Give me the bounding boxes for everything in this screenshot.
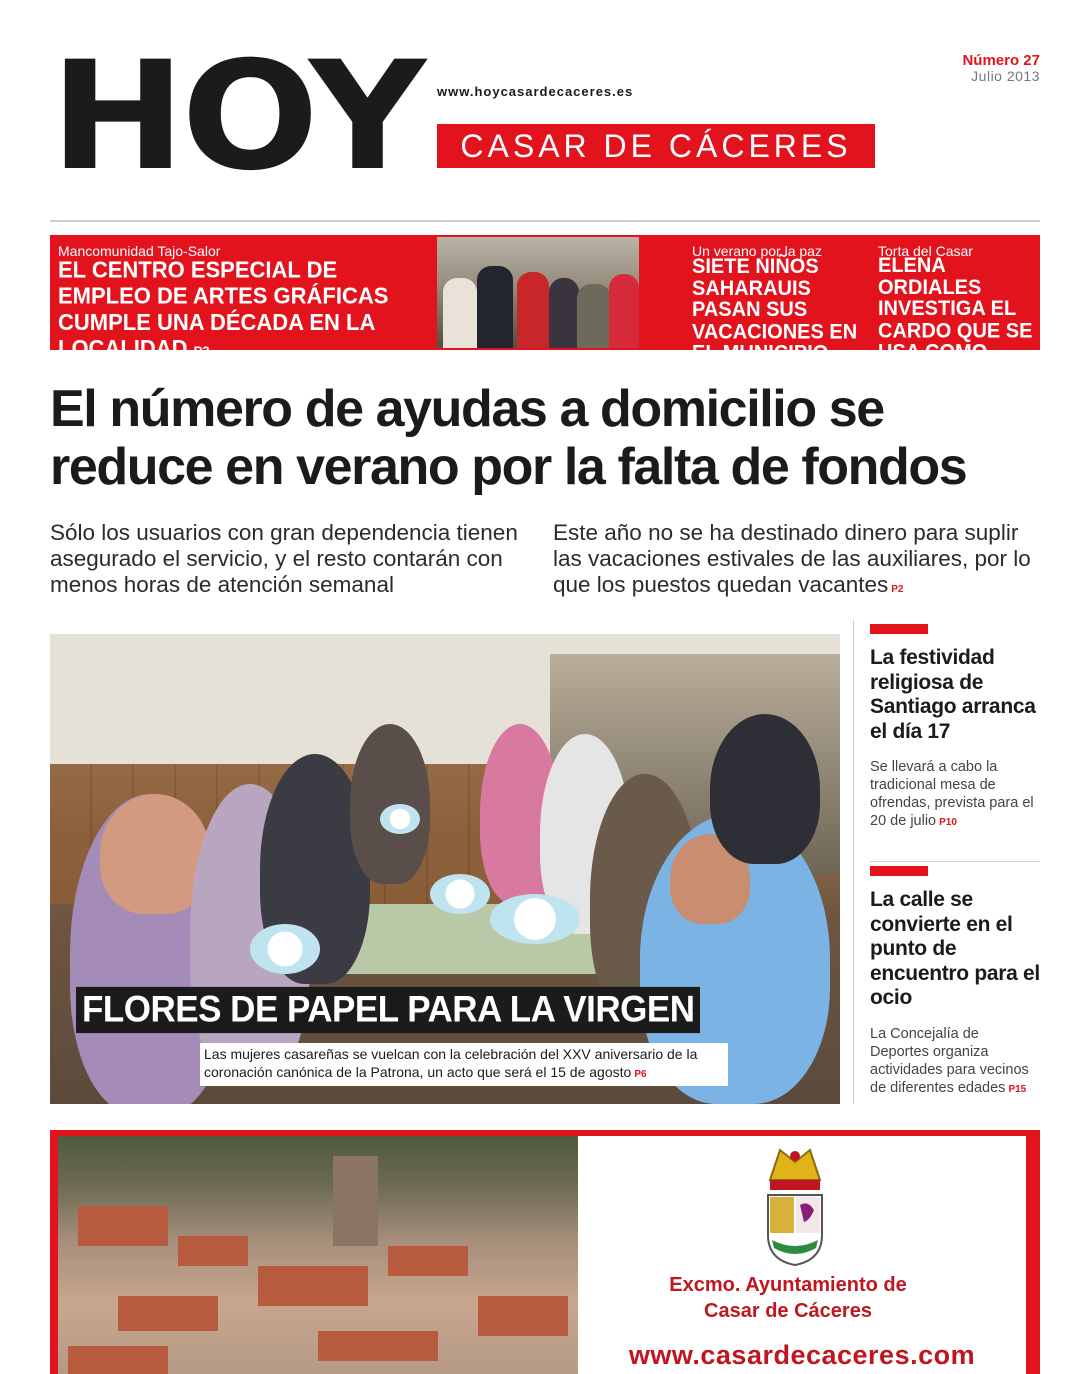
teaser-kicker: Un verano por la paz <box>692 243 822 259</box>
ad-name: Excmo. Ayuntamiento de Casar de Cáceres <box>669 1274 907 1322</box>
ad-url[interactable]: www.casardecaceres.com <box>628 1340 976 1370</box>
column-divider <box>853 620 854 1104</box>
photo-title[interactable]: FLORES DE PAPEL PARA LA VIRGEN <box>76 987 700 1033</box>
aerial-town-photo <box>58 1136 578 1374</box>
page-ref: P15 <box>1008 1083 1027 1095</box>
page-ref: P3 <box>193 343 210 360</box>
divider <box>870 861 1040 862</box>
lead-photo[interactable] <box>50 634 840 1104</box>
teaser-headline: SIETE NIÑOS SAHARAUIS PASAN SUS VACACIONES EN EL MUNICIPIO P5 <box>692 255 858 365</box>
page-ref: P10 <box>939 817 957 828</box>
photo-caption: Las mujeres casareñas se vuelcan con la celebración del XXV aniversario de la coronación canónica de la Patrona, un acto que será el 15 de agosto P6 <box>200 1043 728 1086</box>
teaser-story[interactable] <box>58 243 433 362</box>
page-ref: P5 <box>833 346 850 363</box>
page-ref: P12 <box>878 388 902 405</box>
subhead-right: Este año no se ha destinado dinero para suplir las vacaciones estivales de las auxiliares, por lo que los puestos quedan vacantes P2 <box>553 520 1031 597</box>
side-story-text: Se llevará a cabo la tradicional mesa de ofrendas, prevista para el 20 de julio P10 <box>870 759 1034 829</box>
teaser-story[interactable] <box>692 243 872 364</box>
teaser-photo <box>437 237 639 348</box>
side-story[interactable] <box>870 866 1040 1099</box>
coat-of-arms-icon <box>760 1140 830 1270</box>
issue-number: Número 27 <box>962 52 1040 69</box>
page-ref: P2 <box>891 584 904 595</box>
accent-bar <box>870 866 928 876</box>
edition-banner: CASAR DE CÁCERES <box>437 124 875 168</box>
side-story-title[interactable]: La festividad religiosa de Santiago arranca el día 17 <box>870 646 1036 743</box>
divider <box>50 220 1040 222</box>
side-story-text: La Concejalía de Deportes organiza actividades para vecinos de diferentes edades P15 <box>870 1025 1029 1096</box>
teaser-kicker: Mancomunidad Tajo-Salor <box>58 243 221 259</box>
side-story-title[interactable]: La calle se convierte en el punto de encuentro para el ocio <box>870 888 1040 1009</box>
teaser-headline: ELENA ORDIALES INVESTIGA EL CARDO QUE SE USA COMO COAGULANTE P12 <box>878 254 1033 405</box>
side-story[interactable] <box>870 624 1040 832</box>
page-ref: P6 <box>634 1069 647 1080</box>
accent-bar <box>870 624 928 634</box>
teaser-kicker: Torta del Casar <box>878 243 973 259</box>
teaser-headline: EL CENTRO ESPECIAL DE EMPLEO DE ARTES GRÁFICAS CUMPLE UNA DÉCADA EN LA LOCALIDAD P3 <box>58 256 389 362</box>
subhead-left: Sólo los usuarios con gran dependencia tienen asegurado el servicio, y el resto contarán con menos horas de atención semanal <box>50 520 518 597</box>
newspaper-logo: HOY <box>50 30 422 204</box>
issue-date: Julio 2013 <box>971 68 1040 84</box>
teaser-band <box>50 235 1040 405</box>
site-url[interactable]: www.hoycasardecaceres.es <box>437 84 634 99</box>
main-headline[interactable]: El número de ayudas a domicilio se reduce en verano por la falta de fondos <box>50 380 967 496</box>
